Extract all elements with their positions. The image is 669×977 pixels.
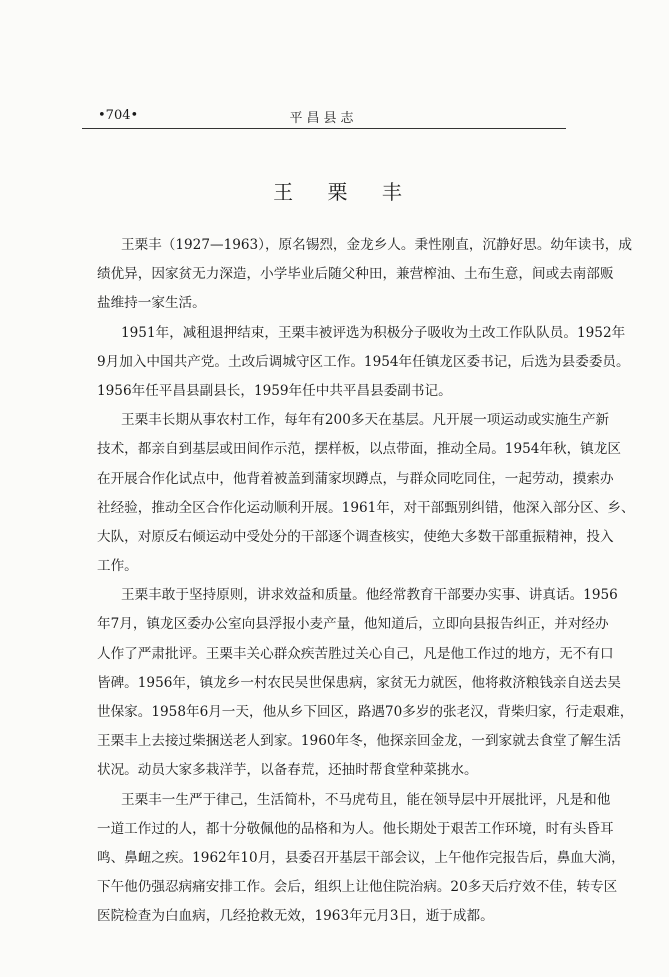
paragraph-line: 医院检查为白血病，几经抢救无效，1963年元月3日，逝于成都。 xyxy=(97,908,494,925)
paragraph-line: 皆碑。1956年，镇龙乡一村农民吴世保患病，家贫无力就医，他将救济粮钱亲自送去吴 xyxy=(97,674,621,691)
paragraph-line: 1956年任平昌县副县长，1959年任中共平昌县委副书记。 xyxy=(97,382,452,399)
header-rule xyxy=(82,128,566,129)
page-number: •704• xyxy=(98,108,139,123)
paragraph-line: 世保家。1958年6月一天，他从乡下回区，路遇70多岁的张老汉，背柴归家，行走艰难， xyxy=(97,704,634,720)
paragraph-line: 盐维持一家生活。 xyxy=(97,295,206,312)
paragraph-line: 9月加入中国共产党。土改后调城守区工作。1954年任镇龙区委书记，后选为县委委员。 xyxy=(97,353,630,370)
paragraph-line: 1951年，减租退押结束，王栗丰被评选为积极分子吸收为土改工作队队员。1952年 xyxy=(121,324,626,341)
paragraph-line: 一道工作过的人，都十分敬佩他的品格和为人。他长期处于艰苦工作环境，时有头昏耳 xyxy=(97,820,614,837)
book-title: 平昌县志 xyxy=(289,111,358,126)
paragraph-line: 下午他仍强忍病痛安排工作。会后，组织上让他住院治病。20多天后疗效不佳，转专区 xyxy=(97,879,618,896)
paragraph-line: 绩优异，因家贫无力深造，小学毕业后随父种田，兼营榨油、土布生意，间或去南部贩 xyxy=(97,266,614,283)
paragraph-line: 在开展合作化试点中，他背着被盖到蒲家坝蹲点，与群众同吃同住，一起劳动，摸索办 xyxy=(97,470,614,487)
article-body xyxy=(97,234,635,935)
paragraph-line: 人作了严肃批评。王栗丰关心群众疾苦胜过关心自己，凡是他工作过的地方，无不有口 xyxy=(97,645,614,662)
paragraph-line: 王栗丰（1927—1963），原名锡烈，金龙乡人。秉性刚直，沉静好思。幼年读书，成 xyxy=(121,237,632,253)
paragraph-line: 王栗丰一生严于律己，生活简朴，不马虎苟且，能在领导层中开展批评，凡是和他 xyxy=(121,791,611,808)
paragraph-line: 王栗丰上去接过柴捆送老人到家。1960年冬，他探亲回金龙，一到家就去食堂了解生活 xyxy=(97,733,621,750)
paragraph-line: 状况。动员大家多栽洋芋，以备春荒，还抽时帮食堂种菜挑水。 xyxy=(97,762,478,779)
paragraph-line: 鸣、鼻衄之疾。1962年10月，县委召开基层干部会议，上午他作完报告后，鼻血大淌， xyxy=(97,849,625,866)
paragraph-line: 王栗丰长期从事农村工作，每年有200多天在基层。凡开展一项运动或实施生产新 xyxy=(121,412,610,429)
paragraph-line: 社经验，推动全区合作化运动顺利开展。1961年，对干部甄别纠错，他深入部分区、乡、 xyxy=(97,499,635,516)
paragraph-line: 工作。 xyxy=(97,558,138,575)
paragraph-line: 技术，都亲自到基层或田间作示范，摆样板，以点带面，推动全局。1954年秋，镇龙区 xyxy=(97,441,621,458)
paragraph-line: 大队，对原反右倾运动中受处分的干部逐个调查核实，使绝大多数干部重振精神，投入 xyxy=(97,528,614,545)
paragraph-line: 王栗丰敢于坚持原则，讲求效益和质量。他经常教育干部要办实事、讲真话。1956 xyxy=(121,587,618,604)
article-title: 王 栗 丰 xyxy=(273,180,416,204)
paragraph-line: 年7月，镇龙区委办公室向县浮报小麦产量，他知道后，立即向县报告纠正，并对经办 xyxy=(97,616,609,633)
